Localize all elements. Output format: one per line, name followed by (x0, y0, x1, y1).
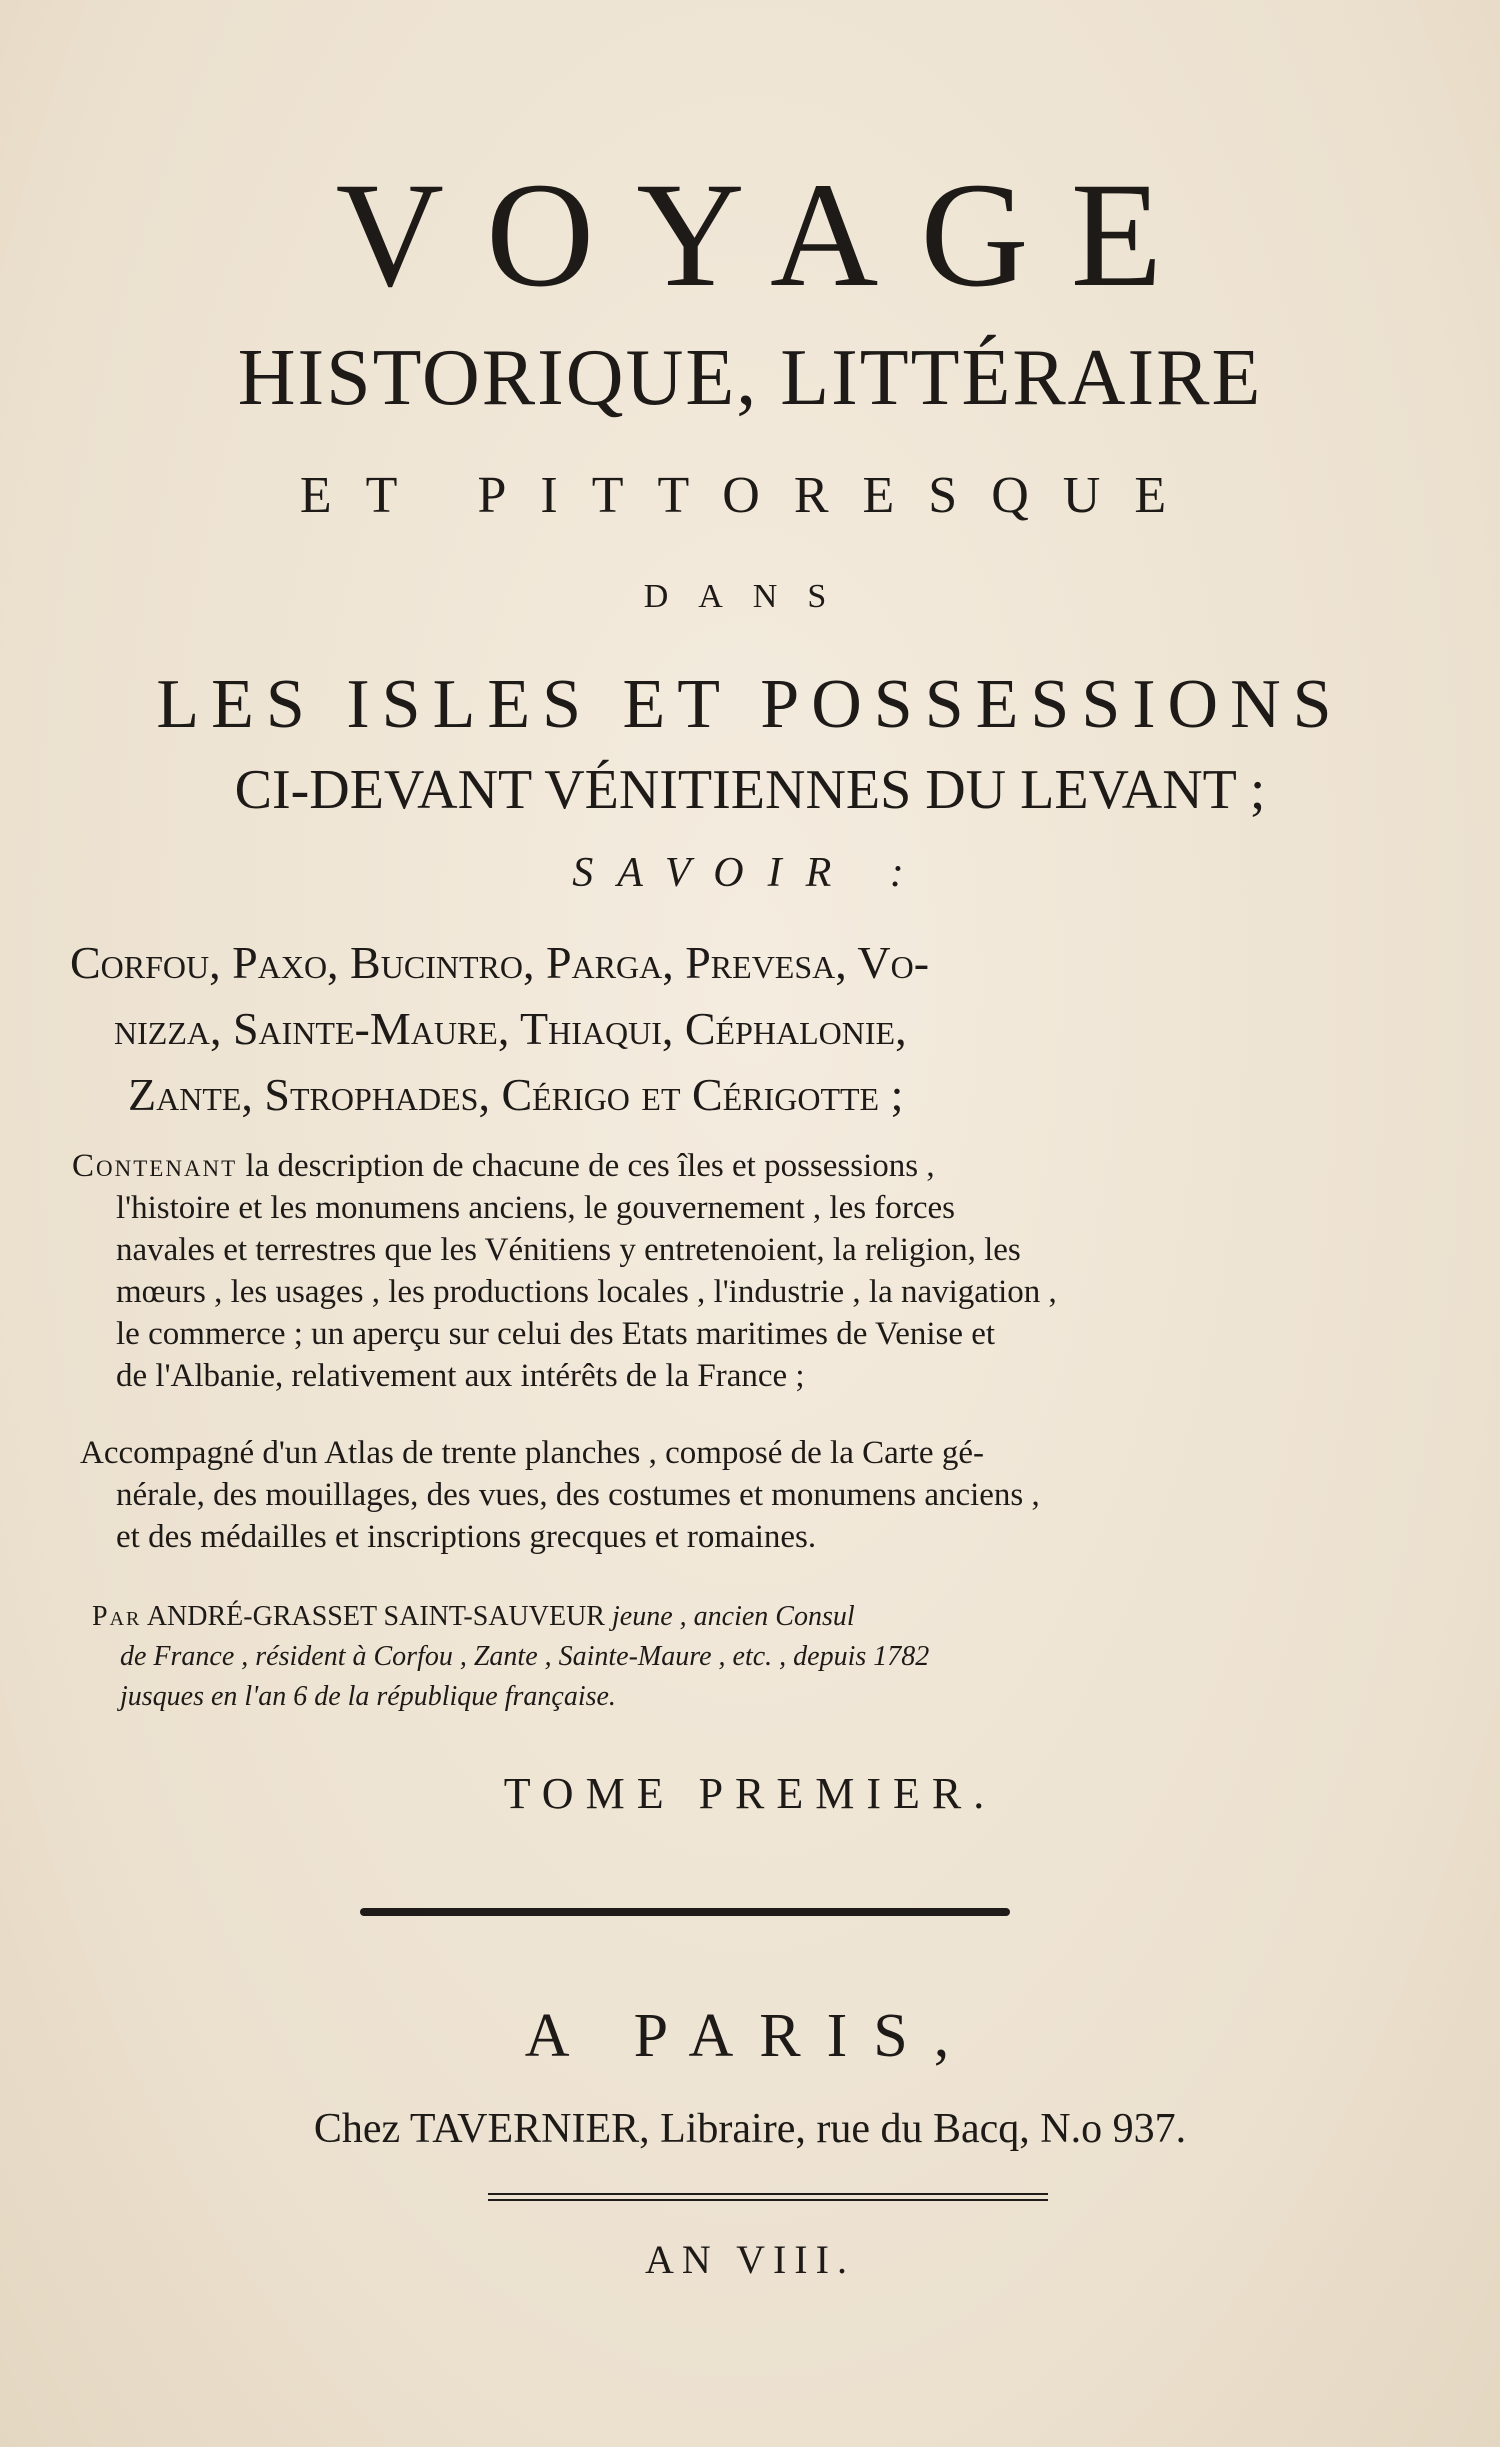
paragraph-line (72, 1145, 1282, 1187)
author-name: ANDRÉ-GRASSET SAINT-SAUVEUR (146, 1601, 605, 1632)
isles-line: LES ISLES ET POSSESSIONS (156, 666, 1344, 743)
paragraph-line: le commerce ; un aperçu sur celui des Etats maritimes de Venise et (116, 1316, 996, 1352)
venitiennes-line: CI-DEVANT VÉNITIENNES DU LEVANT ; (234, 759, 1266, 821)
paragraph-text: la description de chacune de ces îles et possessions , (245, 1148, 935, 1184)
subtitle-line-2: ET PITTORESQUE (299, 467, 1201, 524)
thick-rule (360, 1908, 1010, 1916)
places-line: Corfou, Paxo, Bucintro, Parga, Prevesa, Vo- (70, 937, 930, 988)
author-line: de France , résident à Corfou , Zante , Sainte-Maure , etc. , depuis 1782 (120, 1641, 930, 1672)
publisher-line: Chez TAVERNIER, Libraire, rue du Bacq, N.o 937. (313, 2106, 1187, 2152)
city-line: A PARIS, (524, 2002, 976, 2070)
author-par: Par (92, 1601, 142, 1632)
savoir-line: SAVOIR : (572, 850, 928, 896)
paragraph-line: mœurs , les usages , les productions locales , l'industrie , la navigation , (116, 1274, 1057, 1310)
double-rule (488, 2193, 1048, 2201)
paragraph-line: de l'Albanie, relativement aux intérêts de la France ; (116, 1358, 805, 1394)
places-line: nizza, Sainte-Maure, Thiaqui, Céphalonie, (114, 1003, 907, 1054)
paragraph-line: Accompagné d'un Atlas de trente planches , composé de la Carte gé- (80, 1435, 984, 1471)
contenant-lead: Contenant (72, 1148, 238, 1184)
paragraph-line: et des médailles et inscriptions grecques et romaines. (116, 1519, 817, 1555)
paragraph-line: nérale, des mouillages, des vues, des costumes et monumens anciens , (116, 1477, 1040, 1513)
year-line: AN VIII. (645, 2237, 855, 2282)
book-title: VOYAGE (335, 152, 1205, 318)
dans-line: DANS (643, 578, 857, 615)
author-role: jeune , ancien Consul (612, 1601, 855, 1632)
accompagne-paragraph (80, 1432, 1280, 1558)
author-paragraph (92, 1597, 1292, 1717)
contenant-paragraph (72, 1145, 1282, 1397)
tome-label: TOME PREMIER. (503, 1769, 997, 1818)
places-line: Zante, Strophades, Cérigo et Cérigotte ; (128, 1069, 904, 1120)
paragraph-line: navales et terrestres que les Vénitiens y entretenoient, la religion, les (116, 1232, 1021, 1268)
author-line (92, 1597, 1292, 1637)
subtitle-line-1: HISTORIQUE, LITTÉRAIRE (237, 334, 1263, 422)
places-list (70, 930, 1270, 1128)
author-line: jusques en l'an 6 de la république française. (120, 1681, 616, 1712)
paragraph-line: l'histoire et les monumens anciens, le gouvernement , les forces (116, 1190, 955, 1226)
